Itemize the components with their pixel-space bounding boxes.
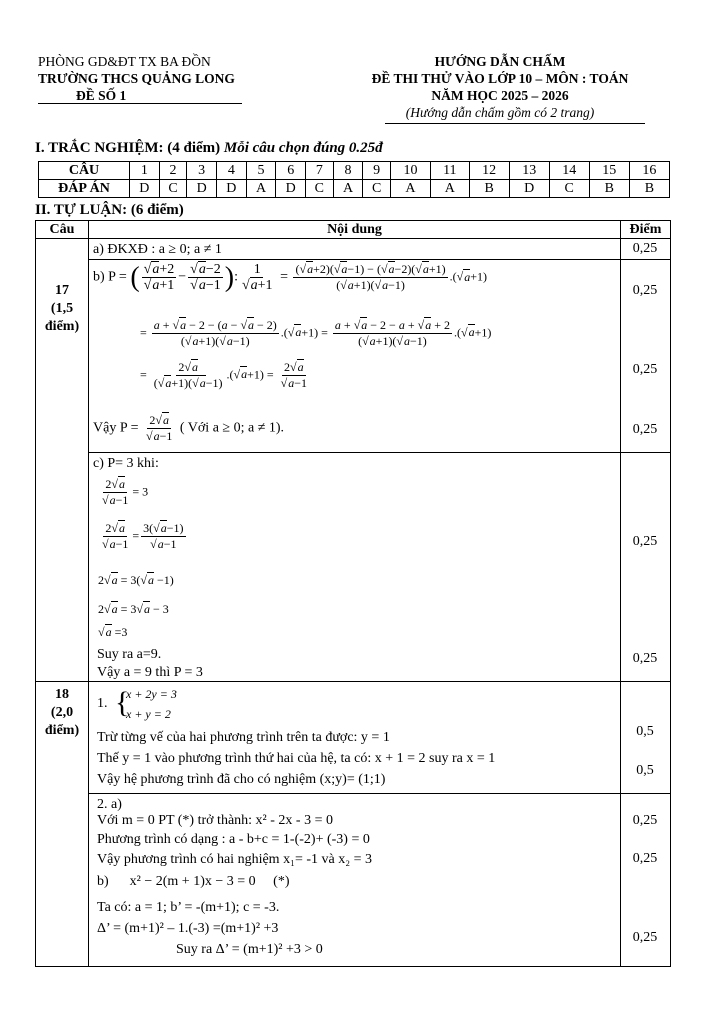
q18-part2: 2. a)	[97, 797, 122, 812]
question-number: 8	[333, 162, 363, 180]
formula-fraction: $\frac{√a-2}{√a-1}$	[190, 262, 221, 293]
q18-line9: Δ’ = (m+1)² – 1.(-3) =(m+1)² +3	[97, 921, 279, 936]
formula-fraction: $\frac{3(√a-1)}{√a-1}$	[143, 521, 184, 551]
q18-line10: Suy ra Δ’ = (m+1)² +3 > 0	[176, 942, 323, 957]
q18-points-2: 0,5	[636, 763, 654, 778]
col-header-points: Điểm	[629, 222, 662, 237]
formula-fraction: $\frac{a + √a - 2 - (a - √a - 2)}{(√a+1)(√a-1)}$	[153, 318, 277, 348]
q18-system-eq1: x + 2y = 3	[126, 687, 177, 701]
q18-label	[36, 686, 88, 740]
question-number: 1	[130, 162, 160, 180]
q17-b-conclusion	[93, 413, 284, 444]
q17-c-vay: Vậy a = 9 thì P = 3	[97, 665, 203, 680]
answer-cell: C	[159, 180, 187, 198]
formula-fraction: $\frac{2√a}{√a-1}$	[102, 521, 129, 551]
answer-cell: D	[216, 180, 246, 198]
q17-b-line2: = $\frac{a + √a - 2 - (a - √a - 2)}{(√a+1)(√a-1)}$ .(√a+1) = $\frac{a + √a - 2 - a + √a + 2}{(√a+1)(√a-1)}$ .(√a+1)	[140, 318, 492, 348]
answer-cell: A	[246, 180, 276, 198]
grid-line	[88, 452, 671, 453]
exam-title: ĐỀ THI THỬ VÀO LỚP 10 – MÔN : TOÁN	[371, 71, 629, 86]
q17-c-eq4: 2√a = 3√a − 3	[98, 602, 169, 616]
q17-points-1: 0,25	[632, 241, 658, 256]
answer-cell: D	[276, 180, 306, 198]
col-header-content: Nội dung	[327, 222, 382, 237]
q18-line7: b) x² − 2(m + 1)x − 3 = 0 (*)	[97, 874, 290, 889]
question-number: 16	[629, 162, 669, 180]
section1-title: I. TRẮC NGHIỆM: (4 điểm)	[35, 140, 221, 156]
q17-b-vay: Vậy P =	[93, 420, 139, 436]
col-header-cau: Câu	[49, 222, 75, 237]
formula-fraction: $\frac{2√a}{√a-1}$	[146, 413, 173, 443]
grid-line	[35, 238, 671, 239]
q17-b-line3: = $\frac{2√a}{(√a+1)(√a-1)}$ .(√a+1) = $\frac{2√a}{√a-1}$	[140, 360, 307, 390]
q18-number: 18	[55, 687, 69, 702]
q18-points-3: 0,25	[632, 813, 658, 828]
q17-c-suy: Suy ra a=9.	[97, 647, 162, 662]
system-brace: {	[115, 686, 130, 719]
formula-fraction: $\frac{1}{√a+1}$	[241, 262, 273, 293]
q17-points-2: 0,25	[632, 283, 658, 298]
formula-fraction: $\frac{√a+2}{√a+1}$	[143, 262, 175, 293]
school-year: NĂM HỌC 2025 – 2026	[431, 88, 569, 103]
answer-cell: B	[629, 180, 669, 198]
answer-label: ĐÁP ÁN	[39, 180, 130, 198]
formula-fraction: $\frac{(√a+2)(√a-1) - (√a-2)(√a+1)}{(√a+1)(√a-1)}$	[295, 262, 446, 292]
q18-points-5: 0,25	[632, 930, 658, 945]
answer-cell: A	[390, 180, 430, 198]
question-number: 5	[246, 162, 276, 180]
q17-c-title: c) P= 3 khi:	[93, 456, 159, 471]
answer-row	[39, 180, 670, 198]
header-right	[360, 53, 640, 121]
q17-c-eq2: $\frac{2√a}{√a-1}$ = $\frac{3(√a-1)}{√a-1}$	[102, 521, 184, 551]
exam-code: ĐỀ SỐ 1	[76, 88, 127, 103]
q17-points-4: 0,25	[632, 422, 658, 437]
question-label: CÂU	[39, 162, 130, 180]
question-number: 2	[159, 162, 187, 180]
q17-b-condition: ( Với a ≥ 0; a ≠ 1).	[179, 420, 285, 436]
question-number: 15	[589, 162, 629, 180]
header-left	[38, 53, 235, 104]
grid-line	[88, 259, 671, 260]
grid-line	[670, 220, 671, 967]
doc-title: HƯỚNG DẪN CHẤM	[434, 54, 566, 69]
q17-number: 17	[55, 283, 69, 298]
formula-fraction: $\frac{2√a}{(√a+1)(√a-1)}$	[153, 360, 223, 390]
question-number: 10	[390, 162, 430, 180]
q18-line3: Vậy hệ phương trình đã cho có nghiệm (x;y)= (1;1)	[97, 772, 386, 787]
question-number: 14	[549, 162, 589, 180]
header-right-underline	[385, 123, 645, 124]
answer-cell: D	[187, 180, 217, 198]
answer-cell: D	[509, 180, 549, 198]
q18-line8: Ta có: a = 1; b’ = -(m+1); c = -3.	[97, 900, 280, 915]
answer-cell: B	[469, 180, 509, 198]
answer-table	[38, 161, 670, 198]
q17-points-6: 0,25	[632, 651, 658, 666]
answer-cell: C	[549, 180, 589, 198]
q18-points-unit: điểm)	[44, 723, 80, 738]
dept-name: PHÒNG GD&ĐT TX BA ĐỒN	[38, 54, 211, 69]
question-number: 4	[216, 162, 246, 180]
question-number: 13	[509, 162, 549, 180]
q17-b-line1: b) P = ( $\frac{√a+2}{√a+1}$ − $\frac{√a-2}{√a-1}$ ): $\frac{1}{√a+1}$ = $\frac{(√a+2)(√a-1) - (√a-2)(√a+1)}{(√a+1)(√a-1)}$ .(√a+1)	[93, 262, 488, 293]
question-row	[39, 162, 670, 180]
question-number: 6	[276, 162, 306, 180]
question-number: 3	[187, 162, 217, 180]
q18-system-eq2: x + y = 2	[126, 707, 171, 721]
formula-fraction: $\frac{a + √a - 2 - a + √a + 2}{(√a+1)(√a-1)}$	[334, 318, 450, 348]
grid-line	[35, 966, 671, 967]
question-number: 7	[306, 162, 334, 180]
answer-cell: C	[363, 180, 391, 198]
grid-line	[88, 793, 671, 794]
header-left-underline	[38, 103, 242, 104]
section1-heading	[35, 140, 383, 157]
section1-note: Mỗi câu chọn đúng 0.25đ	[220, 140, 383, 156]
formula-fraction: $\frac{2√a}{√a-1}$	[280, 360, 307, 390]
answer-cell: A	[333, 180, 363, 198]
q17-c-eq5: √a =3	[98, 625, 128, 639]
q18-points-4: 0,25	[632, 851, 658, 866]
q17-points-3: 0,25	[632, 362, 658, 377]
q17-b-prefix: b) P =	[93, 269, 127, 285]
answer-cell: C	[306, 180, 334, 198]
formula-fraction: $\frac{2√a}{√a-1}$	[102, 477, 129, 507]
question-number: 9	[363, 162, 391, 180]
q18-line6: Vậy phương trình có hai nghiệm x₁= -1 và x₂ = 3	[97, 852, 372, 867]
grid-line	[88, 220, 89, 967]
question-number: 12	[469, 162, 509, 180]
q18-line5: Phương trình có dạng : a - b+c = 1-(-2)+ (-3) = 0	[97, 832, 370, 847]
q18-line1: Trừ từng vế của hai phương trình trên ta được: y = 1	[97, 730, 390, 745]
q17-points-5: 0,25	[632, 534, 658, 549]
question-number: 11	[430, 162, 469, 180]
q18-part1: 1.	[97, 696, 108, 711]
grid-line	[35, 681, 671, 682]
school-name: TRƯỜNG THCS QUẢNG LONG	[38, 71, 235, 86]
q17-points-label: (1,5	[50, 301, 74, 316]
answer-cell: B	[589, 180, 629, 198]
q17-c-eq1: $\frac{2√a}{√a-1}$ = 3	[102, 477, 149, 507]
q17-c-eq3: 2√a = 3(√a −1)	[98, 573, 174, 587]
q18-points-1: 0,5	[636, 724, 654, 739]
q18-points-label: (2,0	[50, 705, 74, 720]
q17-label	[36, 282, 88, 336]
section2-title: II. TỰ LUẬN: (6 điểm)	[35, 202, 184, 218]
q18-line4: Với m = 0 PT (*) trở thành: x² - 2x - 3 = 0	[97, 813, 333, 828]
page-note: (Hướng dẫn chấm gồm có 2 trang)	[405, 105, 595, 120]
q18-line2: Thế y = 1 vào phương trình thứ hai của hệ, ta có: x + 1 = 2 suy ra x = 1	[97, 751, 496, 766]
q17-a: a) ĐKXĐ : a ≥ 0; a ≠ 1	[93, 242, 222, 257]
answer-cell: A	[430, 180, 469, 198]
answer-cell: D	[130, 180, 160, 198]
q17-points-unit: điểm)	[44, 319, 80, 334]
